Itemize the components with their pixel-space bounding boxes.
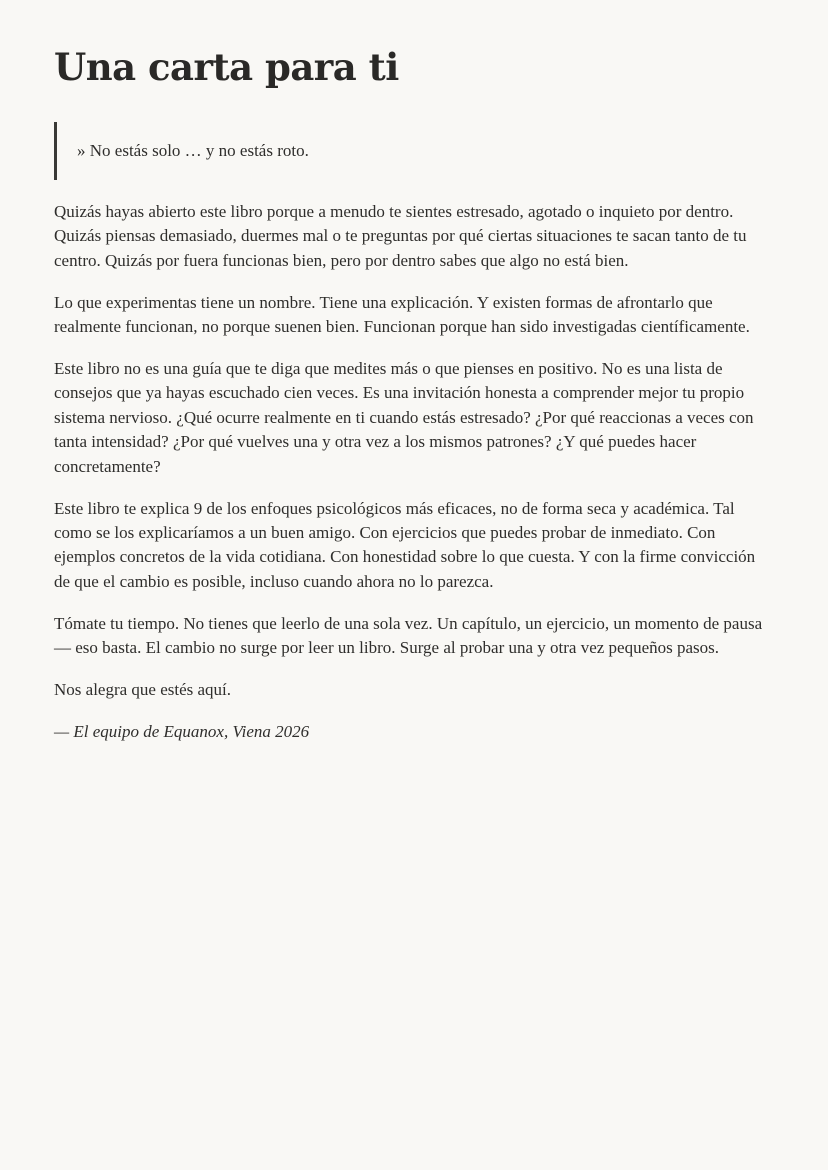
paragraph: Este libro no es una guía que te diga que medites más o que pienses en positivo. No es una lista de consejos que ya hayas escuchado cien veces. Es una invitación honesta a comprender mejor tu propio sistema nervioso. ¿Qué ocurre realmente en ti cuando estás estresado? ¿Por qué reaccionas a veces con tanta intensidad? ¿Por qué vuelves una y otra vez a los mismos patrones? ¿Y qué puedes hacer concretamente?	[54, 359, 754, 476]
pull-quote	[54, 122, 774, 180]
paragraph: Este libro te explica 9 de los enfoques psicológicos más eficaces, no de forma seca y académica. Tal como se los explicaríamos a un buen amigo. Con ejercicios que puedes probar de inmediato. Con ejemplos concretos de la vida cotidiana. Con honestidad sobre lo que cuesta. Y con la firme convicción de que el cambio es posible, incluso cuando ahora no lo parezca.	[54, 498, 756, 591]
paragraph: Tómate tu tiempo. No tienes que leerlo de una sola vez. Un capítulo, un ejercicio, un momento de pausa — eso basta. El cambio no surge por leer un libro. Surge al probar una y otra vez pequeños pasos.	[54, 613, 763, 658]
page-title: Una carta para ti	[54, 45, 399, 89]
closing-line: Nos alegra que estés aquí.	[54, 680, 232, 699]
paragraph: Lo que experimentas tiene un nombre. Tiene una explicación. Y existen formas de afrontarlo que realmente funcionan, no porque suenen bien. Funcionan porque han sido investigadas científicamente.	[54, 292, 750, 337]
paragraph: Quizás hayas abierto este libro porque a menudo te sientes estresado, agotado o inquieto por dentro. Quizás piensas demasiado, duermes mal o te preguntas por qué ciertas situaciones te sacan tanto de tu centro. Quizás por fuera funcionas bien, pero por dentro sabes que algo no está bien.	[54, 202, 747, 270]
pull-quote-text: » No estás solo … y no estás roto.	[77, 141, 309, 160]
signature: — El equipo de Equanox, Viena 2026	[54, 721, 310, 741]
letter-body	[54, 200, 774, 744]
